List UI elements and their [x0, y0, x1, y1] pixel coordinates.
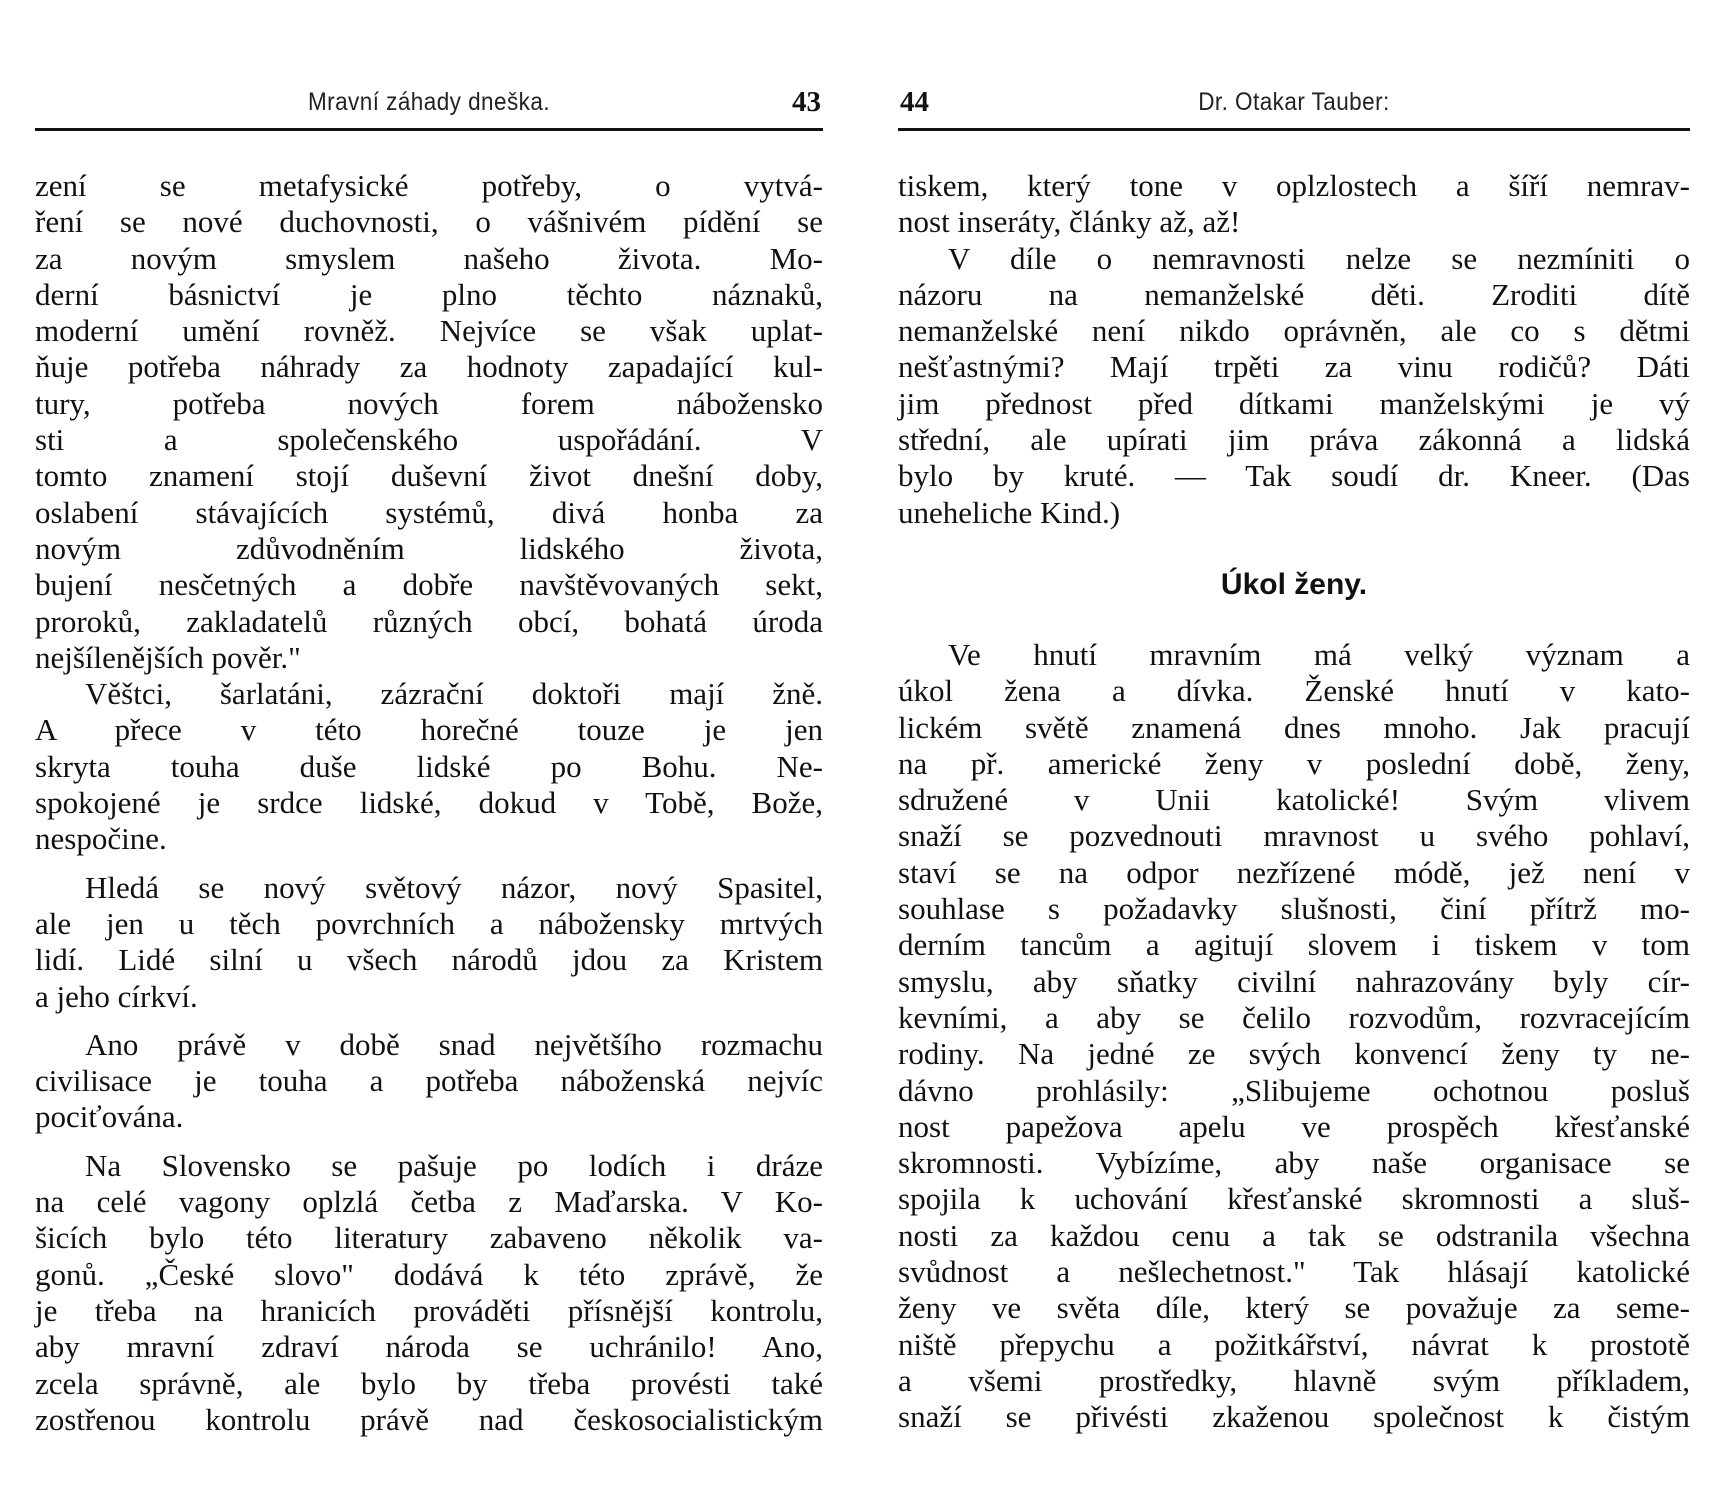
- text-line: zení se metafysické potřeby, o vytvá-: [35, 168, 823, 203]
- text-line: nešťastnými? Mají trpěti za vinu rodičů? Dáti: [898, 349, 1690, 385]
- header-rule: [898, 128, 1690, 131]
- page-number: 44: [900, 86, 929, 118]
- section-heading: Úkol ženy.: [1220, 567, 1368, 601]
- text-line: sdružené v Unii katolické! Svým vlivem: [898, 782, 1690, 818]
- text-line: bylo by kruté. — Tak soudí dr. Kneer. (Das: [898, 458, 1690, 494]
- text-line: nosti za každou cenu a tak se odstranila všechna: [898, 1217, 1690, 1253]
- text-line: ření se nové duchovnosti, o vášnivém pídění se: [35, 204, 823, 240]
- text-line: gonů. „České slovo" dodává k této zprávě, že: [35, 1256, 823, 1292]
- text-line: ňuje potřeba náhrady za hodnoty zapadající kul-: [35, 349, 823, 385]
- text-line: moderní umění rovněž. Nejvíce se však uplat-: [35, 313, 823, 349]
- text-line: bujení nesčetných a dobře navštěvovaných sekt,: [35, 567, 823, 603]
- text-line: za novým smyslem našeho života. Mo-: [35, 240, 823, 276]
- text-line: kevními, a aby se čelilo rozvodům, rozvracejícím: [898, 999, 1690, 1035]
- text-line: jim přednost před dítkami manželskými je vý: [898, 385, 1690, 421]
- text-line: snaží se pozvednouti mravnost u svého pohlaví,: [898, 818, 1690, 854]
- text-line: lickém světě znamená dnes mnoho. Jak pracují: [898, 709, 1690, 745]
- paragraph-gap: [35, 1136, 823, 1148]
- text-line: ale jen u těch povrchních a nábožensky mrtvých: [35, 905, 823, 941]
- text-line: nost papežova apelu ve prospěch křesťanské: [898, 1108, 1690, 1144]
- text-line: tomto znamení stojí duševní život dnešní doby,: [35, 458, 823, 494]
- text-line: souhlase s požadavky slušnosti, činí přítrž mo-: [898, 891, 1690, 927]
- paragraph-gap: [35, 858, 823, 870]
- text-line: zostřenou kontrolu právě nad českosocialistickým: [35, 1401, 823, 1437]
- page-body: [898, 168, 1690, 1436]
- text-line: nejšílenějších pověr.": [35, 639, 301, 675]
- text-line: pociťována.: [35, 1099, 184, 1135]
- text-line: Ano právě v době snad největšího rozmachu: [85, 1026, 823, 1062]
- text-line: šicích bylo této literatury zabaveno několik va-: [35, 1220, 823, 1256]
- text-line: staví se na odpor nezřízené módě, jež není v: [898, 854, 1690, 890]
- paragraph-gap: [35, 1015, 823, 1027]
- paragraphs-before-heading: [898, 168, 1690, 531]
- text-line: Věštci, šarlatáni, zázrační doktoři mají žně.: [85, 676, 823, 712]
- text-line: oslabení stávajících systémů, divá honba za: [35, 494, 823, 530]
- text-line: derní básnictví je plno těchto náznaků,: [35, 276, 823, 312]
- running-title: Mravní záhady dneška.: [307, 88, 551, 116]
- text-line: proroků, zakladatelů různých obcí, bohatá úroda: [35, 603, 823, 639]
- text-line: Na Slovensko se pašuje po lodích i dráze: [85, 1147, 823, 1183]
- text-line: na př. americké ženy v poslední době, ženy,: [898, 745, 1690, 781]
- text-line: lidí. Lidé silní u všech národů jdou za Kristem: [35, 942, 823, 978]
- text-line: rodiny. Na jedné ze svých konvencí ženy ty ne-: [898, 1036, 1690, 1072]
- text-line: skryta touha duše lidské po Bohu. Ne-: [35, 748, 823, 784]
- text-line: sti a společenského uspořádání. V: [35, 422, 823, 458]
- text-line: V díle o nemravnosti nelze se nezmíniti o: [948, 240, 1690, 276]
- text-line: je třeba na hranicích prováděti přísnější kontrolu,: [35, 1292, 823, 1328]
- running-header: [35, 88, 823, 122]
- text-line: na celé vagony oplzlá četba z Maďarska. V Ko-: [35, 1184, 823, 1220]
- text-line: civilisace je touha a potřeba náboženská nejvíc: [35, 1063, 823, 1099]
- text-line: svůdnost a nešlechetnost." Tak hlásají katolické: [898, 1254, 1690, 1290]
- text-line: A přece v této horečné touze je jen: [35, 712, 823, 748]
- text-line: Hledá se nový světový názor, nový Spasitel,: [85, 869, 823, 905]
- text-line: tiskem, který tone v oplzlostech a šíří nemrav-: [898, 168, 1690, 203]
- text-line: smyslu, aby sňatky civilní nahrazovány byly cír-: [898, 963, 1690, 999]
- text-line: ženy ve světa díle, který se považuje za seme-: [898, 1290, 1690, 1326]
- text-line: novým zdůvodněním lidského života,: [35, 530, 823, 566]
- text-line: nemanželské není nikdo oprávněn, ale co s dětmi: [898, 313, 1690, 349]
- page-body: [35, 168, 823, 1438]
- text-line: skromnosti. Vybízíme, aby naše organisace se: [898, 1145, 1690, 1181]
- text-line: Ve hnutí mravním má velký význam a: [948, 636, 1690, 672]
- header-rule: [35, 128, 823, 131]
- text-line: uneheliche Kind.): [898, 494, 1121, 530]
- text-line: nost inseráty, články až, až!: [898, 204, 1241, 240]
- text-line: derním tancům a agitují slovem i tiskem v tom: [898, 927, 1690, 963]
- text-line: spojila k uchování křesťanské skromnosti a sluš-: [898, 1181, 1690, 1217]
- text-line: nespočine.: [35, 821, 167, 857]
- text-line: spokojené je srdce lidské, dokud v Tobě, Bože,: [35, 785, 823, 821]
- text-line: zcela správně, ale bylo by třeba provésti také: [35, 1365, 823, 1401]
- text-line: a jeho církví.: [35, 978, 198, 1014]
- text-line: tury, potřeba nových forem nábožensko: [35, 385, 823, 421]
- text-line: dávno prohlásily: „Slibujeme ochotnou posluš: [898, 1072, 1690, 1108]
- running-title: Dr. Otakar Tauber:: [1198, 88, 1390, 116]
- running-header: [898, 88, 1690, 122]
- text-line: názoru na nemanželské děti. Zroditi dítě: [898, 276, 1690, 312]
- text-line: niště přepychu a požitkářství, návrat k prostotě: [898, 1326, 1690, 1362]
- text-line: a všemi prostředky, hlavně svým příkladem,: [898, 1362, 1690, 1398]
- text-line: aby mravní zdraví národa se uchránilo! Ano,: [35, 1329, 823, 1365]
- text-line: úkol žena a dívka. Ženské hnutí v kato-: [898, 673, 1690, 709]
- text-line: střední, ale upírati jim práva zákonná a lidská: [898, 422, 1690, 458]
- page-number: 43: [792, 86, 821, 118]
- paragraphs-after-heading: [898, 637, 1690, 1436]
- text-line: snaží se přivésti zkaženou společnost k čistým: [898, 1399, 1690, 1435]
